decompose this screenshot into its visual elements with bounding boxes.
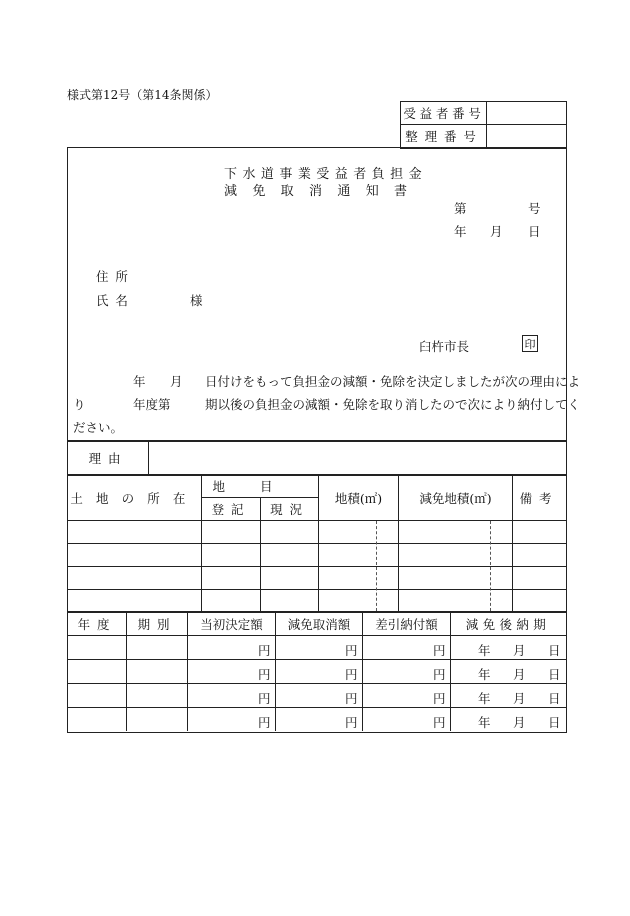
pay-header-bottom (67, 635, 566, 636)
body-l1-month: 月 (170, 374, 183, 389)
title-line1: 下水道事業受益者負担金 (224, 167, 428, 182)
period-header: 期別 (137, 616, 177, 632)
due-year: 年 (478, 643, 491, 658)
beneficiary-no-label: 受益者番号 (403, 106, 485, 121)
chimoku-header: 地目 (212, 479, 308, 494)
pay-row-line-1 (67, 659, 566, 660)
body-l1-text: 日付けをもって負担金の減額・免除を決定しましたが次の理由によ (205, 374, 581, 389)
title-line2: 減免取消通知書 (224, 184, 423, 199)
area-decimal-divider (376, 521, 377, 611)
yen-unit: 円 (433, 667, 446, 682)
due-day: 日 (548, 715, 561, 730)
yen-unit: 円 (345, 643, 358, 658)
doc-no-dai: 第 (454, 201, 467, 216)
yen-unit: 円 (258, 691, 271, 706)
initial-amount-header: 当初決定額 (200, 616, 263, 632)
land-row-line-1 (67, 543, 566, 544)
yen-unit: 円 (433, 643, 446, 658)
body-l2-text: 期以後の負担金の減額・免除を取り消したので次により納付してく (205, 397, 581, 412)
yen-unit: 円 (258, 715, 271, 730)
due-month: 月 (513, 667, 526, 682)
yen-unit: 円 (345, 691, 358, 706)
yen-unit: 円 (433, 715, 446, 730)
seal-stamp: 印 (522, 335, 538, 352)
ref-no-field[interactable] (487, 125, 565, 147)
current-header: 現況 (270, 502, 309, 517)
due-month: 月 (513, 715, 526, 730)
date-year: 年 (454, 224, 467, 239)
reduced-area-header: 減免地積(㎡) (419, 490, 492, 506)
reason-field[interactable] (149, 441, 565, 474)
due-day: 日 (548, 643, 561, 658)
name-label: 氏名 (96, 293, 135, 308)
due-month: 月 (513, 643, 526, 658)
land-row-line-3 (67, 589, 566, 590)
yen-unit: 円 (258, 643, 271, 658)
land-row-line-2 (67, 566, 566, 567)
doc-no-go: 号 (528, 201, 541, 216)
pay-row-line-3 (67, 707, 566, 708)
due-day: 日 (548, 691, 561, 706)
due-year: 年 (478, 667, 491, 682)
body-l1-year: 年 (133, 374, 146, 389)
body-l2-start: り (73, 397, 86, 412)
date-month: 月 (490, 224, 503, 239)
ref-no-label: 整理番号 (405, 129, 483, 144)
reason-label: 理由 (88, 450, 128, 466)
net-payment-header: 差引納付額 (375, 616, 438, 632)
due-year: 年 (478, 715, 491, 730)
yen-unit: 円 (345, 715, 358, 730)
due-month: 月 (513, 691, 526, 706)
due-date-header: 減免後納期 (465, 616, 551, 632)
due-year: 年 (478, 691, 491, 706)
registered-header: 登記 (211, 502, 251, 517)
cancel-amount-header: 減免取消額 (287, 616, 351, 632)
beneficiary-no-field[interactable] (487, 102, 565, 124)
yen-unit: 円 (345, 667, 358, 682)
date-day: 日 (528, 224, 541, 239)
form-id: 様式第12号（第14条関係） (67, 88, 218, 102)
remarks-header: 備考 (519, 490, 559, 506)
yen-unit: 円 (433, 691, 446, 706)
due-day: 日 (548, 667, 561, 682)
address-label: 住所 (96, 269, 135, 284)
pay-row-line-2 (67, 683, 566, 684)
land-location-header: 土地の所在 (70, 490, 199, 506)
body-l3: ださい。 (73, 420, 124, 435)
area-header: 地積(㎡) (334, 490, 383, 506)
honorific: 様 (190, 293, 203, 308)
reduced-area-decimal-divider (490, 521, 491, 611)
yen-unit: 円 (258, 667, 271, 682)
fiscal-year-header: 年度 (77, 616, 117, 632)
issuer-title: 臼杵市長 (419, 339, 470, 354)
land-header-bottom (67, 520, 566, 521)
body-l2-fy: 年度第 (133, 397, 171, 412)
